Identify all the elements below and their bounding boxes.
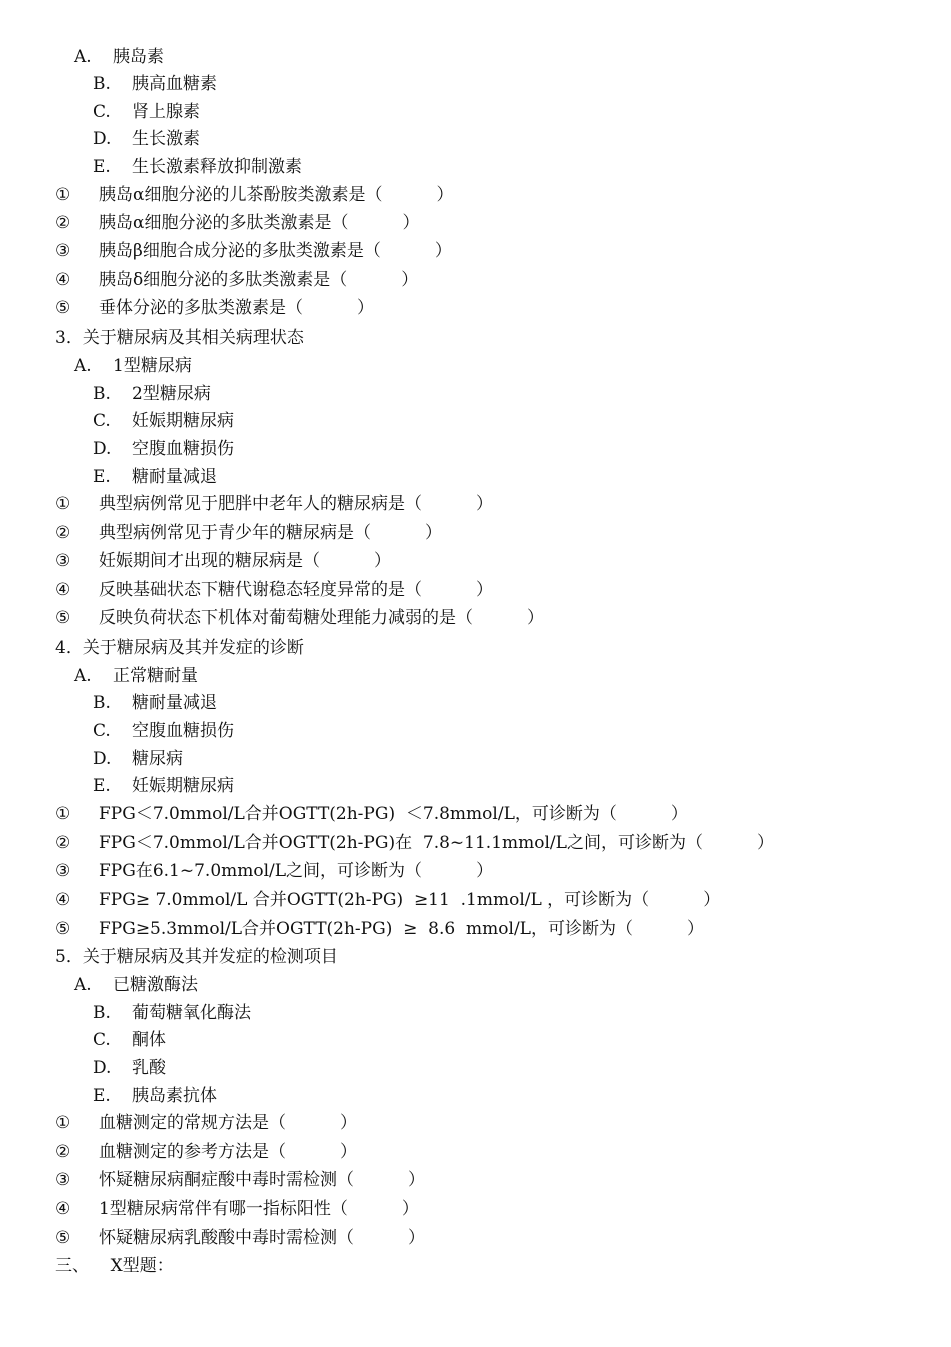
- question-line: [55, 832, 774, 854]
- option-line: [74, 46, 164, 68]
- question-number: ④: [55, 580, 71, 600]
- question-line: [55, 1198, 419, 1220]
- option-letter: C.: [93, 1030, 111, 1050]
- option-line: [74, 355, 192, 377]
- option-line: [93, 775, 234, 797]
- question-text: FPG≥ 7.0mmol/L 合并OGTT(2h-PG) ≥11 .1mmol/L ，可诊断为（ ）: [99, 890, 721, 910]
- option-line: [93, 383, 211, 405]
- option-line: [93, 73, 217, 95]
- question-line: [55, 918, 704, 940]
- option-letter: B.: [93, 384, 111, 404]
- option-letter: E.: [93, 776, 111, 796]
- question-text: FPG＜7.0mmol/L合并OGTT(2h-PG)在 7.8~11.1mmol/L之间，可诊断为（ ）: [99, 833, 774, 853]
- question-text: 1型糖尿病常伴有哪一指标阳性（ ）: [99, 1199, 419, 1219]
- option-letter: A.: [74, 975, 92, 995]
- section-heading: 5．关于糖尿病及其并发症的检测项目: [55, 947, 338, 967]
- question-line: [55, 240, 452, 262]
- question-line: [55, 297, 374, 319]
- question-line: [55, 1112, 357, 1134]
- question-number: ③: [55, 241, 71, 261]
- option-letter: B.: [93, 1003, 111, 1023]
- question-text: 典型病例常见于青少年的糖尿病是（ ）: [99, 523, 443, 543]
- question-number: ⑤: [55, 298, 71, 318]
- option-line: [93, 466, 217, 488]
- question-number: ⑤: [55, 919, 71, 939]
- question-number: ⑤: [55, 608, 71, 628]
- question-number: ④: [55, 1199, 71, 1219]
- option-text: 糖耐量减退: [132, 693, 217, 713]
- option-text: 1型糖尿病: [113, 356, 192, 376]
- option-line: [93, 156, 302, 178]
- question-number: ①: [55, 185, 71, 205]
- question-line: [55, 1227, 425, 1249]
- option-letter: B.: [93, 74, 111, 94]
- question-line: [55, 550, 391, 572]
- option-text: 胰岛素: [113, 47, 164, 67]
- question-number: ③: [55, 551, 71, 571]
- option-text: 胰高血糖素: [132, 74, 217, 94]
- question-text: FPG≥5.3mmol/L合并OGTT(2h-PG) ≥ 8.6 mmol/L，可诊断为（ ）: [99, 919, 704, 939]
- option-text: 酮体: [132, 1030, 166, 1050]
- option-letter: A.: [74, 356, 92, 376]
- option-text: 妊娠期糖尿病: [132, 411, 234, 431]
- question-number: ④: [55, 270, 71, 290]
- question-number: ⑤: [55, 1228, 71, 1248]
- question-number: ③: [55, 1170, 71, 1190]
- option-letter: A.: [74, 666, 92, 686]
- option-line: [93, 438, 234, 460]
- question-text: FPG＜7.0mmol/L合并OGTT(2h-PG) ＜7.8mmol/L，可诊断为（ ）: [99, 804, 688, 824]
- option-letter: E.: [93, 467, 111, 487]
- option-letter: D.: [93, 129, 112, 149]
- question-number: ②: [55, 1142, 71, 1162]
- section-heading: 4．关于糖尿病及其并发症的诊断: [55, 638, 304, 658]
- option-line: [74, 665, 198, 687]
- option-text: 糖耐量减退: [132, 467, 217, 487]
- question-number: ②: [55, 523, 71, 543]
- option-letter: E.: [93, 157, 111, 177]
- option-letter: A.: [74, 47, 92, 67]
- question-line: [55, 1141, 357, 1163]
- option-text: 生长激素释放抑制激素: [132, 157, 302, 177]
- section-heading: 三、 X型题：: [55, 1256, 174, 1276]
- option-line: [93, 1002, 251, 1024]
- option-text: 胰岛素抗体: [132, 1086, 217, 1106]
- question-text: 反映基础状态下糖代谢稳态轻度异常的是（ ）: [99, 580, 494, 600]
- option-letter: C.: [93, 411, 111, 431]
- question-number: ②: [55, 833, 71, 853]
- option-letter: D.: [93, 749, 112, 769]
- option-text: 空腹血糖损伤: [132, 439, 234, 459]
- question-number: ④: [55, 890, 71, 910]
- option-line: [93, 410, 234, 432]
- option-letter: D.: [93, 1058, 112, 1078]
- option-text: 已糖激酶法: [113, 975, 198, 995]
- question-number: ①: [55, 804, 71, 824]
- question-text: 反映负荷状态下机体对葡萄糖处理能力减弱的是（ ）: [99, 608, 545, 628]
- question-line: [55, 607, 544, 629]
- option-letter: C.: [93, 721, 111, 741]
- question-number: ②: [55, 213, 71, 233]
- question-number: ①: [55, 494, 71, 514]
- option-text: 生长激素: [132, 129, 200, 149]
- option-line: [93, 692, 217, 714]
- option-text: 空腹血糖损伤: [132, 721, 234, 741]
- option-text: 乳酸: [132, 1058, 166, 1078]
- option-text: 2型糖尿病: [132, 384, 211, 404]
- section-heading: 3．关于糖尿病及其相关病理状态: [55, 328, 304, 348]
- question-line: [55, 269, 418, 291]
- question-line: [55, 579, 493, 601]
- option-text: 肾上腺素: [132, 102, 200, 122]
- question-line: [55, 212, 420, 234]
- option-letter: C.: [93, 102, 111, 122]
- option-line: [93, 720, 234, 742]
- question-line: [55, 889, 720, 911]
- option-line: [93, 748, 183, 770]
- option-text: 糖尿病: [132, 749, 183, 769]
- option-line: [93, 101, 200, 123]
- option-line: [74, 974, 198, 996]
- question-text: FPG在6.1~7.0mmol/L之间，可诊断为（ ）: [99, 861, 494, 881]
- question-text: 血糖测定的参考方法是（ ）: [99, 1142, 358, 1162]
- question-number: ③: [55, 861, 71, 881]
- option-line: [93, 128, 200, 150]
- question-line: [55, 522, 442, 544]
- option-line: [93, 1085, 217, 1107]
- question-line: [55, 184, 454, 206]
- question-line: [55, 493, 493, 515]
- question-text: 怀疑糖尿病酮症酸中毒时需检测（ ）: [99, 1170, 426, 1190]
- option-line: [93, 1057, 166, 1079]
- question-text: 胰岛α细胞分泌的儿茶酚胺类激素是（ ）: [99, 185, 454, 205]
- question-line: [55, 1169, 425, 1191]
- option-letter: B.: [93, 693, 111, 713]
- option-line: [93, 1029, 166, 1051]
- option-text: 妊娠期糖尿病: [132, 776, 234, 796]
- option-letter: D.: [93, 439, 112, 459]
- question-line: [55, 803, 688, 825]
- question-text: 典型病例常见于肥胖中老年人的糖尿病是（ ）: [99, 494, 494, 514]
- option-text: 正常糖耐量: [113, 666, 198, 686]
- question-text: 妊娠期间才出现的糖尿病是（ ）: [99, 551, 392, 571]
- question-text: 胰岛δ细胞分泌的多肽类激素是（ ）: [99, 270, 419, 290]
- question-number: ①: [55, 1113, 71, 1133]
- question-line: [55, 860, 493, 882]
- question-text: 血糖测定的常规方法是（ ）: [99, 1113, 358, 1133]
- option-text: 葡萄糖氧化酶法: [132, 1003, 251, 1023]
- question-text: 胰岛α细胞分泌的多肽类激素是（ ）: [99, 213, 420, 233]
- option-letter: E.: [93, 1086, 111, 1106]
- question-text: 胰岛β细胞合成分泌的多肽类激素是（ ）: [99, 241, 452, 261]
- question-text: 垂体分泌的多肽类激素是（ ）: [99, 298, 375, 318]
- question-text: 怀疑糖尿病乳酸酸中毒时需检测（ ）: [99, 1228, 426, 1248]
